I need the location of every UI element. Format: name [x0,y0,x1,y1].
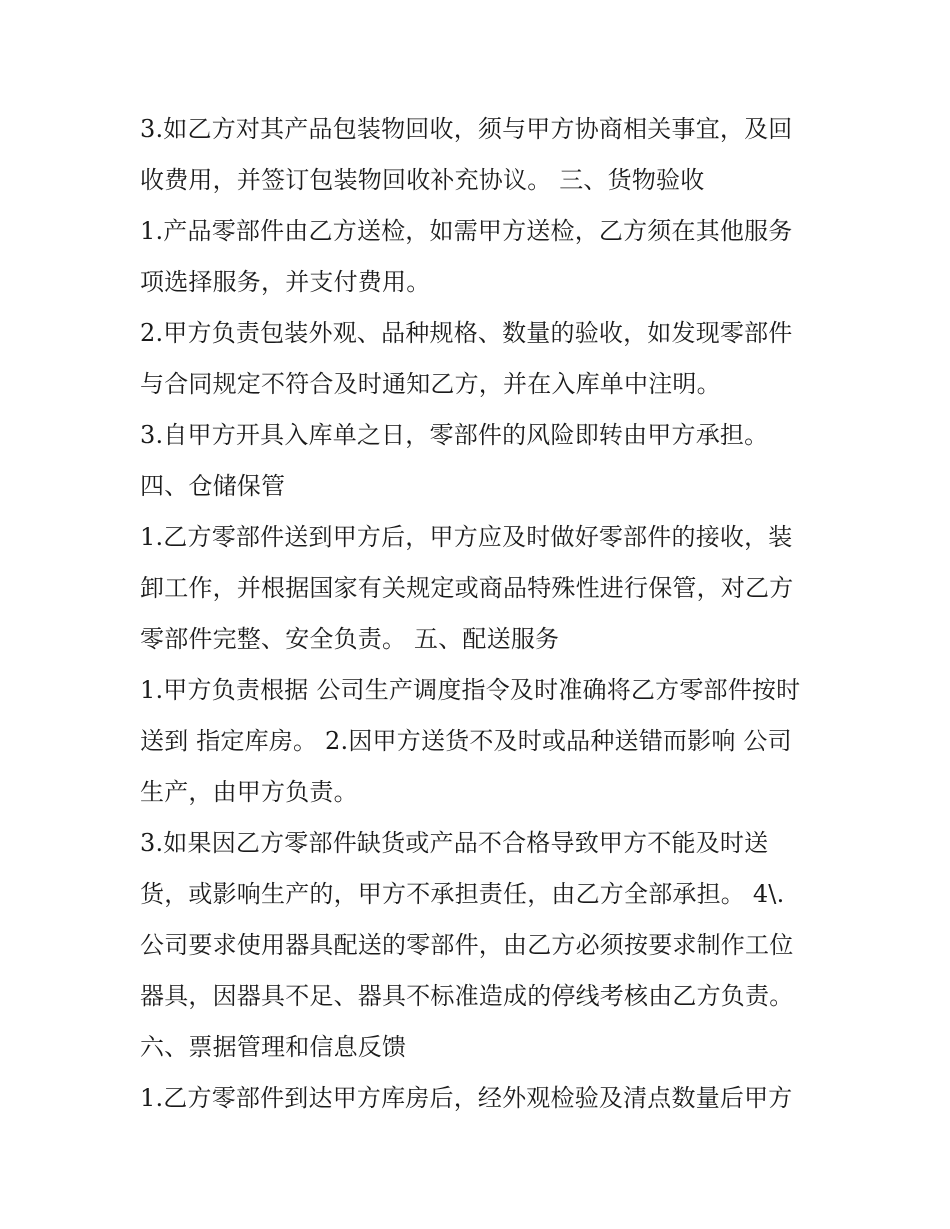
text-line: 2.甲方负责包装外观、品种规格、数量的验收，如发现零部件 [140,319,793,347]
text-line: 收费用，并签订包装物回收补充协议。 三、货物验收 [140,166,705,194]
text-line: 1.乙方零部件送到甲方后，甲方应及时做好零部件的接收，装 [140,523,793,551]
text-line: 公司要求使用器具配送的零部件，由乙方必须按要求制作工位 [140,931,794,959]
section-heading: 四、仓储保管 [140,472,286,500]
text-line: 与合同规定不符合及时通知乙方，并在入库单中注明。 [140,370,721,398]
text-line: 1.产品零部件由乙方送检，如需甲方送检，乙方须在其他服务 [140,217,793,245]
text-line: 1.甲方负责根据 公司生产调度指令及时准确将乙方零部件按时 [140,676,801,704]
text-line: 3.如果因乙方零部件缺货或产品不合格导致甲方不能及时送 [140,829,769,857]
text-line: 3.自甲方开具入库单之日，零部件的风险即转由甲方承担。 [140,421,769,449]
document-body [140,104,820,1124]
text-line: 3.如乙方对其产品包装物回收，须与甲方协商相关事宜，及回 [140,115,793,143]
text-line: 器具，因器具不足、器具不标准造成的停线考核由乙方负责。 [140,982,794,1010]
text-line: 卸工作，并根据国家有关规定或商品特殊性进行保管，对乙方 [140,574,794,602]
section-heading: 六、票据管理和信息反馈 [140,1033,407,1061]
text-line: 零部件完整、安全负责。 五、配送服务 [140,625,560,653]
text-line: 货，或影响生产的，甲方不承担责任，由乙方全部承担。 4\. [140,880,785,908]
text-line: 1.乙方零部件到达甲方库房后，经外观检验及清点数量后甲方 [140,1084,793,1112]
text-line: 项选择服务，并支付费用。 [140,268,431,296]
text-line: 生产，由甲方负责。 [140,778,358,806]
text-line: 送到 指定库房。 2.因甲方送货不及时或品种送错而影响 公司 [140,727,792,755]
